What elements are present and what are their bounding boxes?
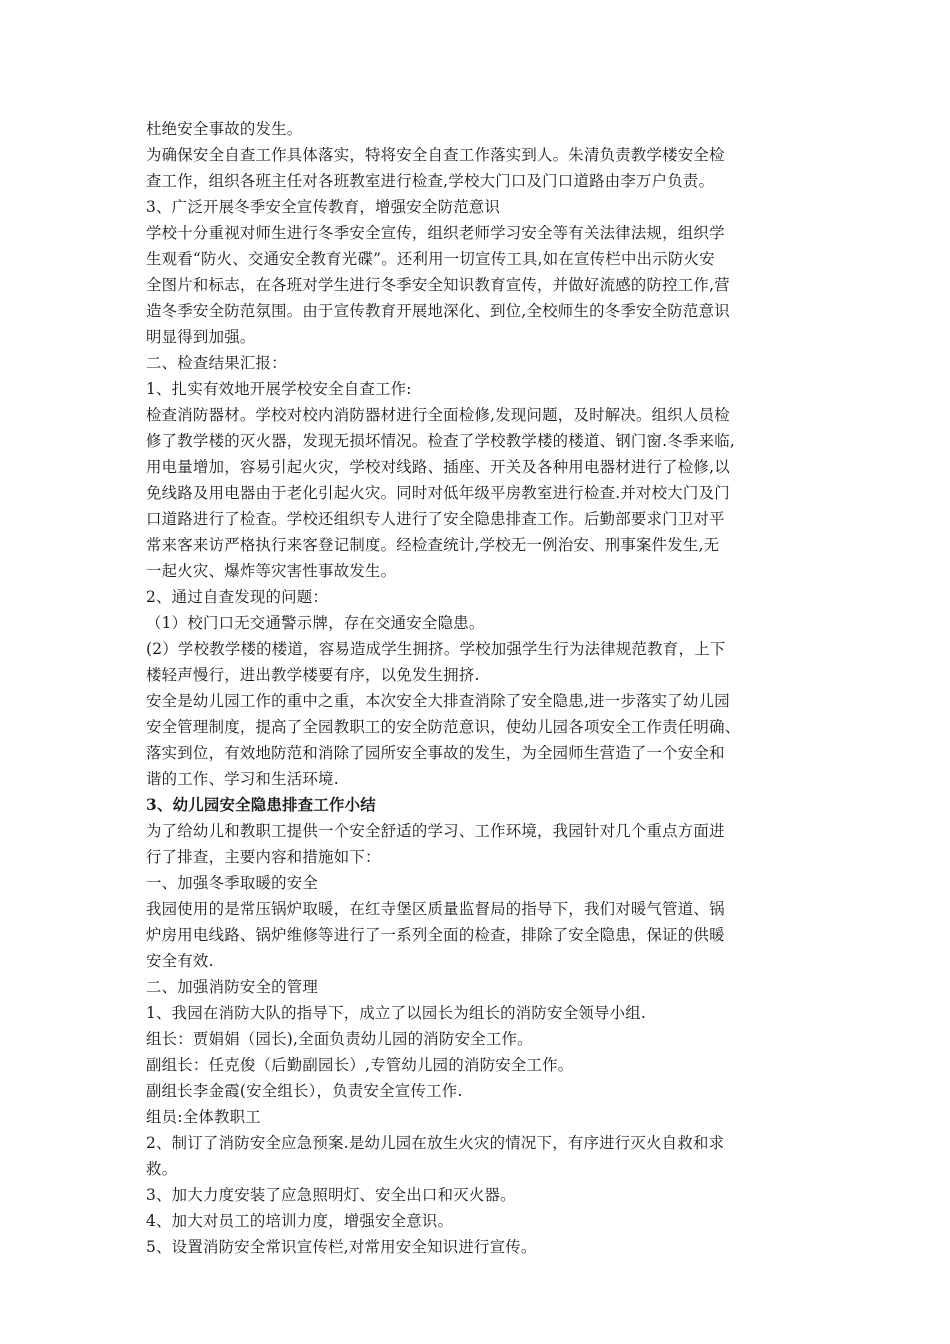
- text-line: 一起火灾、爆炸等灾害性事故发生。: [146, 562, 397, 580]
- section-title: 3、幼儿园安全隐患排查工作小结: [146, 796, 376, 814]
- text-line: 谐的工作、学习和生活环境.: [146, 770, 339, 788]
- text-line: 楼轻声慢行，进出教学楼要有序，以免发生拥挤.: [146, 666, 480, 684]
- text-line: 我园使用的是常压锅炉取暖，在红寺堡区质量监督局的指导下，我们对暖气管道、锅: [146, 900, 725, 918]
- section-heading: 二、检查结果汇报：: [146, 354, 287, 372]
- text-line: 为了给幼儿和教职工提供一个安全舒适的学习、工作环境，我园针对几个重点方面进: [146, 822, 725, 840]
- text-line: 常来客来访严格执行来客登记制度。经检查统计,学校无一例治安、刑事案件发生,无: [146, 536, 720, 554]
- text-line: 副组长李金霞(安全组长），负责安全宣传工作.: [146, 1082, 463, 1100]
- section-heading: 2、通过自查发现的问题：: [146, 588, 329, 606]
- list-item: 2、制订了消防安全应急预案.是幼儿园在放生火灾的情况下，有序进行灭火自救和求: [146, 1134, 725, 1152]
- text-line: 口道路进行了检查。学校还组织专人进行了安全隐患排查工作。后勤部要求门卫对平: [146, 510, 725, 528]
- text-line: 组员:全体教职工: [146, 1108, 261, 1126]
- text-line: 救。: [146, 1160, 178, 1178]
- text-line: 查工作，组织各班主任对各班教室进行检查,学校大门口及门口道路由李万户负责。: [146, 172, 715, 190]
- text-line: 生观看“防火、交通安全教育光碟”。还利用一切宣传工具,如在宣传栏中出示防火安: [146, 250, 715, 268]
- text-line: 检查消防器材。学校对校内消防器材进行全面检修,发现问题，及时解决。组织人员检: [146, 406, 730, 424]
- list-item: 5、设置消防安全常识宣传栏,对常用安全知识进行宣传。: [146, 1238, 537, 1256]
- text-line: 炉房用电线路、锅炉维修等进行了一系列全面的检查，排除了安全隐患，保证的供暖: [146, 926, 725, 944]
- list-item: （1）校门口无交通警示牌，存在交通安全隐患。: [146, 614, 485, 632]
- list-item: (2）学校教学楼的楼道，容易造成学生拥挤。学校加强学生行为法律规范教育，上下: [146, 640, 726, 658]
- section-heading: 二、加强消防安全的管理: [146, 978, 319, 996]
- text-line: 安全管理制度，提高了全园教职工的安全防范意识，使幼儿园各项安全工作责任明确、: [146, 718, 741, 736]
- text-line: 全图片和标志，在各班对学生进行冬季安全知识教育宣传，并做好流感的防控工作,营: [146, 276, 730, 294]
- text-line: 学校十分重视对师生进行冬季安全宣传，组织老师学习安全等有关法律法规，组织学: [146, 224, 725, 242]
- text-line: 组长：贾娟娟（园长),全面负责幼儿园的消防安全工作。: [146, 1030, 533, 1048]
- text-line: 副组长：任克俊（后勤副园长）,专管幼儿园的消防安全工作。: [146, 1056, 574, 1074]
- text-line: 用电量增加，容易引起火灾，学校对线路、插座、开关及各种用电器材进行了检修,以: [146, 458, 730, 476]
- text-line: 落实到位，有效地防范和消除了园所安全事故的发生，为全园师生营造了一个安全和: [146, 744, 725, 762]
- text-line: 明显得到加强。: [146, 328, 256, 346]
- text-line: 造冬季安全防范氛围。由于宣传教育开展地深化、到位,全校师生的冬季安全防范意识: [146, 302, 730, 320]
- text-line: 免线路及用电器由于老化引起火灾。同时对低年级平房教室进行检查.并对校大门及门: [146, 484, 730, 502]
- document-body: [146, 116, 806, 1260]
- text-line: 为确保安全自查工作具体落实，特将安全自查工作落实到人。朱清负责教学楼安全检: [146, 146, 725, 164]
- text-line: 行了排查，主要内容和措施如下：: [146, 848, 381, 866]
- text-line: 安全是幼儿园工作的重中之重，本次安全大排查消除了安全隐患,进一步落实了幼儿园: [146, 692, 730, 710]
- list-item: 3、加大力度安装了应急照明灯、安全出口和灭火器。: [146, 1186, 516, 1204]
- section-heading: 1、扎实有效地开展学校安全自查工作:: [146, 380, 412, 398]
- text-line: 安全有效.: [146, 952, 214, 970]
- list-item: 1、我园在消防大队的指导下，成立了以园长为组长的消防安全领导小组.: [146, 1004, 647, 1022]
- text-line: 杜绝安全事故的发生。: [146, 120, 303, 138]
- section-heading: 一、加强冬季取暖的安全: [146, 874, 319, 892]
- section-heading: 3、广泛开展冬季安全宣传教育，增强安全防范意识: [146, 198, 501, 216]
- list-item: 4、加大对员工的培训力度，增强安全意识。: [146, 1212, 454, 1230]
- text-line: 修了教学楼的灭火器，发现无损坏情况。检查了学校教学楼的楼道、钢门窗.冬季来临,: [146, 432, 735, 450]
